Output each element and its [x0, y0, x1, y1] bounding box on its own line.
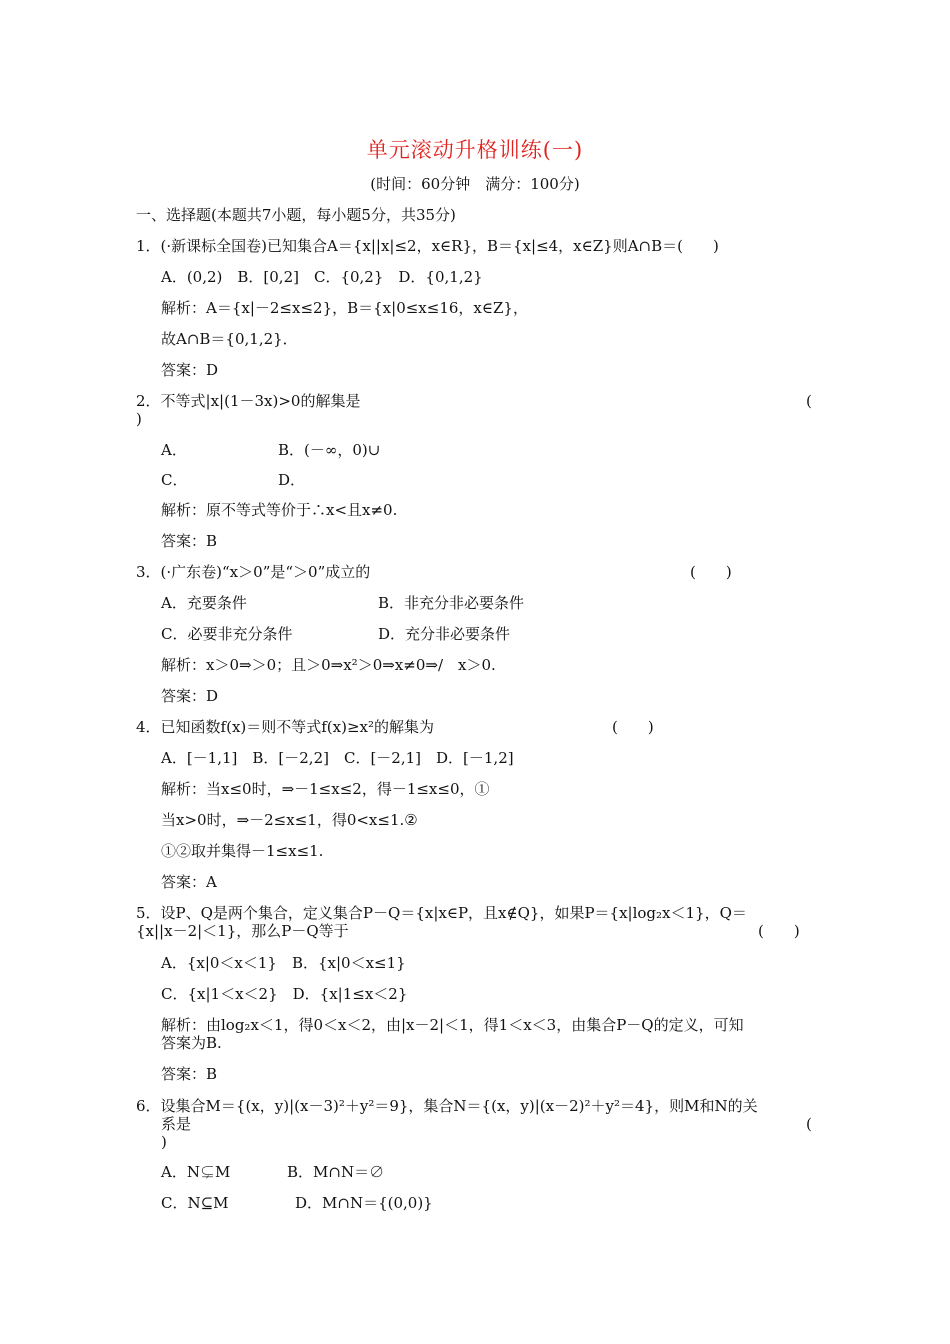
- section-heading: 一、选择题(本题共7小题，每小题5分，共35分): [136, 206, 456, 224]
- q5-options-ab: A．{x|0＜x＜1} B．{x|0＜x≤1}: [161, 954, 406, 972]
- q5-stem-cont: {x||x－2|＜1}，那么P－Q等于: [136, 922, 349, 940]
- q3-paren: ( ): [690, 563, 732, 581]
- q6-paren-close: ): [161, 1133, 167, 1151]
- q3-stem: 3．(·广东卷)“x＞0”是“＞0”成立的: [136, 563, 371, 581]
- q1-options: A．(0,2) B．[0,2] C．{0,2} D．{0,1,2}: [161, 268, 483, 286]
- q2-option-d: D．: [278, 471, 306, 489]
- q2-option-b: B．(－∞，0)∪: [278, 441, 381, 459]
- q6-option-b: B．M∩N＝∅: [287, 1163, 385, 1181]
- q6-stem: 6．设集合M＝{(x，y)|(x－3)²＋y²＝9}，集合N＝{(x，y)|(x－2)²＋y²＝4}，则M和N的关: [136, 1097, 758, 1115]
- q3-option-b: B．非充分非必要条件: [378, 594, 525, 612]
- q1-stem: 1．(·新课标全国卷)已知集合A＝{x||x|≤2，x∈R}，B＝{x|≤4，x∈Z}则A∩B＝( ): [136, 237, 719, 255]
- q5-paren: ( ): [758, 922, 800, 940]
- q1-answer: 答案：D: [161, 361, 219, 379]
- q4-analysis-cont: 当x>0时，⇒－2≤x≤1，得0<x≤1.②: [161, 811, 418, 829]
- q4-paren: ( ): [612, 718, 654, 736]
- page-title: 单元滚动升格训练(一): [366, 138, 584, 162]
- q4-analysis: 解析：当x≤0时，⇒－1≤x≤2，得－1≤x≤0，①: [161, 780, 490, 798]
- q2-analysis: 解析：原不等式等价于∴x<且x≠0.: [161, 501, 398, 519]
- q6-paren-open: (: [806, 1115, 812, 1133]
- q5-options-cd: C．{x|1＜x＜2} D．{x|1≤x＜2}: [161, 985, 408, 1003]
- q2-paren-open: (: [806, 392, 812, 410]
- q3-option-a: A．充要条件: [161, 594, 247, 612]
- q2-answer: 答案：B: [161, 532, 218, 550]
- q1-analysis-cont: 故A∩B＝{0,1,2}．: [161, 330, 298, 348]
- q4-analysis-end: ①②取并集得－1≤x≤1.: [161, 842, 324, 860]
- q1-analysis: 解析：A＝{x|－2≤x≤2}，B＝{x|0≤x≤16，x∈Z}，: [161, 299, 528, 317]
- q2-option-a: A．: [161, 441, 187, 459]
- q3-answer: 答案：D: [161, 687, 219, 705]
- q2-stem: 2．不等式|x|(1－3x)>0的解集是: [136, 392, 361, 410]
- q3-option-d: D．充分非必要条件: [378, 625, 511, 643]
- q5-answer: 答案：B: [161, 1065, 218, 1083]
- q4-stem: 4．已知函数f(x)＝则不等式f(x)≥x²的解集为: [136, 718, 435, 736]
- q5-analysis-cont: 答案为B.: [161, 1034, 222, 1052]
- q2-option-c: C．: [161, 471, 188, 489]
- q3-analysis: 解析：x＞0⇒＞0；且＞0⇒x²＞0⇒x≠0⇒/ x＞0.: [161, 656, 496, 674]
- q6-option-d: D．M∩N＝{(0,0)}: [295, 1194, 433, 1212]
- q3-option-c: C．必要非充分条件: [161, 625, 293, 643]
- q5-analysis: 解析：由log₂x＜1，得0＜x＜2，由|x－2|＜1，得1＜x＜3，由集合P－Q的定义，可知: [161, 1016, 744, 1034]
- q4-answer: 答案：A: [161, 873, 217, 891]
- q6-stem-cont: 系是: [161, 1115, 192, 1133]
- q5-stem: 5．设P、Q是两个集合，定义集合P－Q＝{x|x∈P，且x∉Q}，如果P＝{x|log₂x＜1}，Q＝: [136, 904, 747, 922]
- q6-option-c: C．N⊆M: [161, 1194, 229, 1212]
- page-subtitle: (时间：60分钟 满分：100分): [370, 175, 580, 193]
- q4-options: A．[－1,1] B．[－2,2] C．[－2,1] D．[－1,2]: [161, 749, 514, 767]
- q2-paren-close: ): [136, 410, 142, 428]
- q6-option-a: A．N⊊M: [161, 1163, 231, 1181]
